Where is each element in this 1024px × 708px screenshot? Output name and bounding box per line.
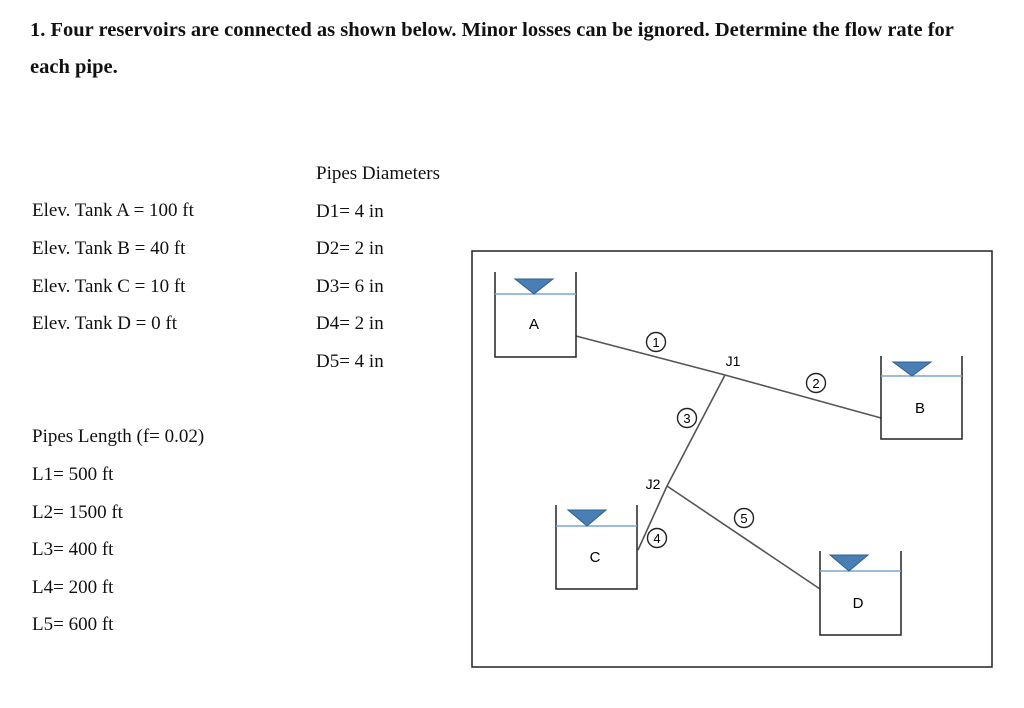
pipe-3-number: 3	[683, 411, 691, 426]
diameter-1: D1= 4 in	[316, 201, 384, 222]
pipe-5-marker	[735, 509, 754, 528]
reservoir-diagram	[471, 250, 994, 669]
tank-a	[495, 272, 576, 357]
pipe-2	[725, 375, 881, 418]
tank-a-water-level-icon	[515, 279, 553, 294]
pipe-1-number: 1	[652, 335, 660, 350]
tank-c-water-level-icon	[568, 510, 606, 526]
junction-j1-label: J1	[725, 353, 741, 369]
diagram-frame	[472, 251, 992, 667]
pipe-2-marker	[807, 374, 826, 393]
lengths-heading: Pipes Length (f= 0.02)	[32, 426, 205, 447]
length-2: L2= 1500 ft	[32, 502, 123, 523]
pipe-4-number: 4	[653, 531, 661, 546]
junction-j2-label: J2	[645, 476, 661, 492]
tank-a-label: A	[528, 316, 540, 333]
pipe-1-marker	[647, 333, 666, 352]
pipe-4-marker	[648, 529, 667, 548]
tank-c-label: C	[589, 549, 601, 566]
pipe-5	[667, 486, 820, 589]
length-1: L1= 500 ft	[32, 464, 114, 485]
pipe-3-marker	[678, 409, 697, 428]
problem-statement: 1. Four reservoirs are connected as shown below. Minor losses can be ignored. Determine the flow rate for each pipe.	[30, 19, 954, 78]
tank-d	[820, 551, 901, 635]
diameter-2: D2= 2 in	[316, 238, 384, 259]
elevation-tank-c: Elev. Tank C = 10 ft	[32, 276, 186, 297]
tank-b-label: B	[914, 400, 926, 417]
pipe-2-number: 2	[812, 376, 820, 391]
elevation-tank-d: Elev. Tank D = 0 ft	[32, 313, 177, 334]
diameters-heading: Pipes Diameters	[316, 163, 441, 184]
tank-c	[556, 505, 637, 589]
diameter-3: D3= 6 in	[316, 276, 384, 297]
tank-d-outline	[820, 551, 901, 635]
elevation-tank-b: Elev. Tank B = 40 ft	[32, 238, 186, 259]
tank-b	[881, 356, 962, 439]
pipe-3	[667, 375, 725, 486]
length-4: L4= 200 ft	[32, 577, 114, 598]
tank-b-water-level-icon	[893, 362, 931, 376]
diameter-5: D5= 4 in	[316, 351, 384, 372]
pipe-5-number: 5	[740, 511, 748, 526]
elevation-tank-a: Elev. Tank A = 100 ft	[32, 200, 194, 221]
length-5: L5= 600 ft	[32, 614, 114, 635]
tank-d-label: D	[852, 595, 864, 612]
diameter-4: D4= 2 in	[316, 313, 384, 334]
tank-d-water-level-icon	[830, 555, 868, 571]
length-3: L3= 400 ft	[32, 539, 114, 560]
